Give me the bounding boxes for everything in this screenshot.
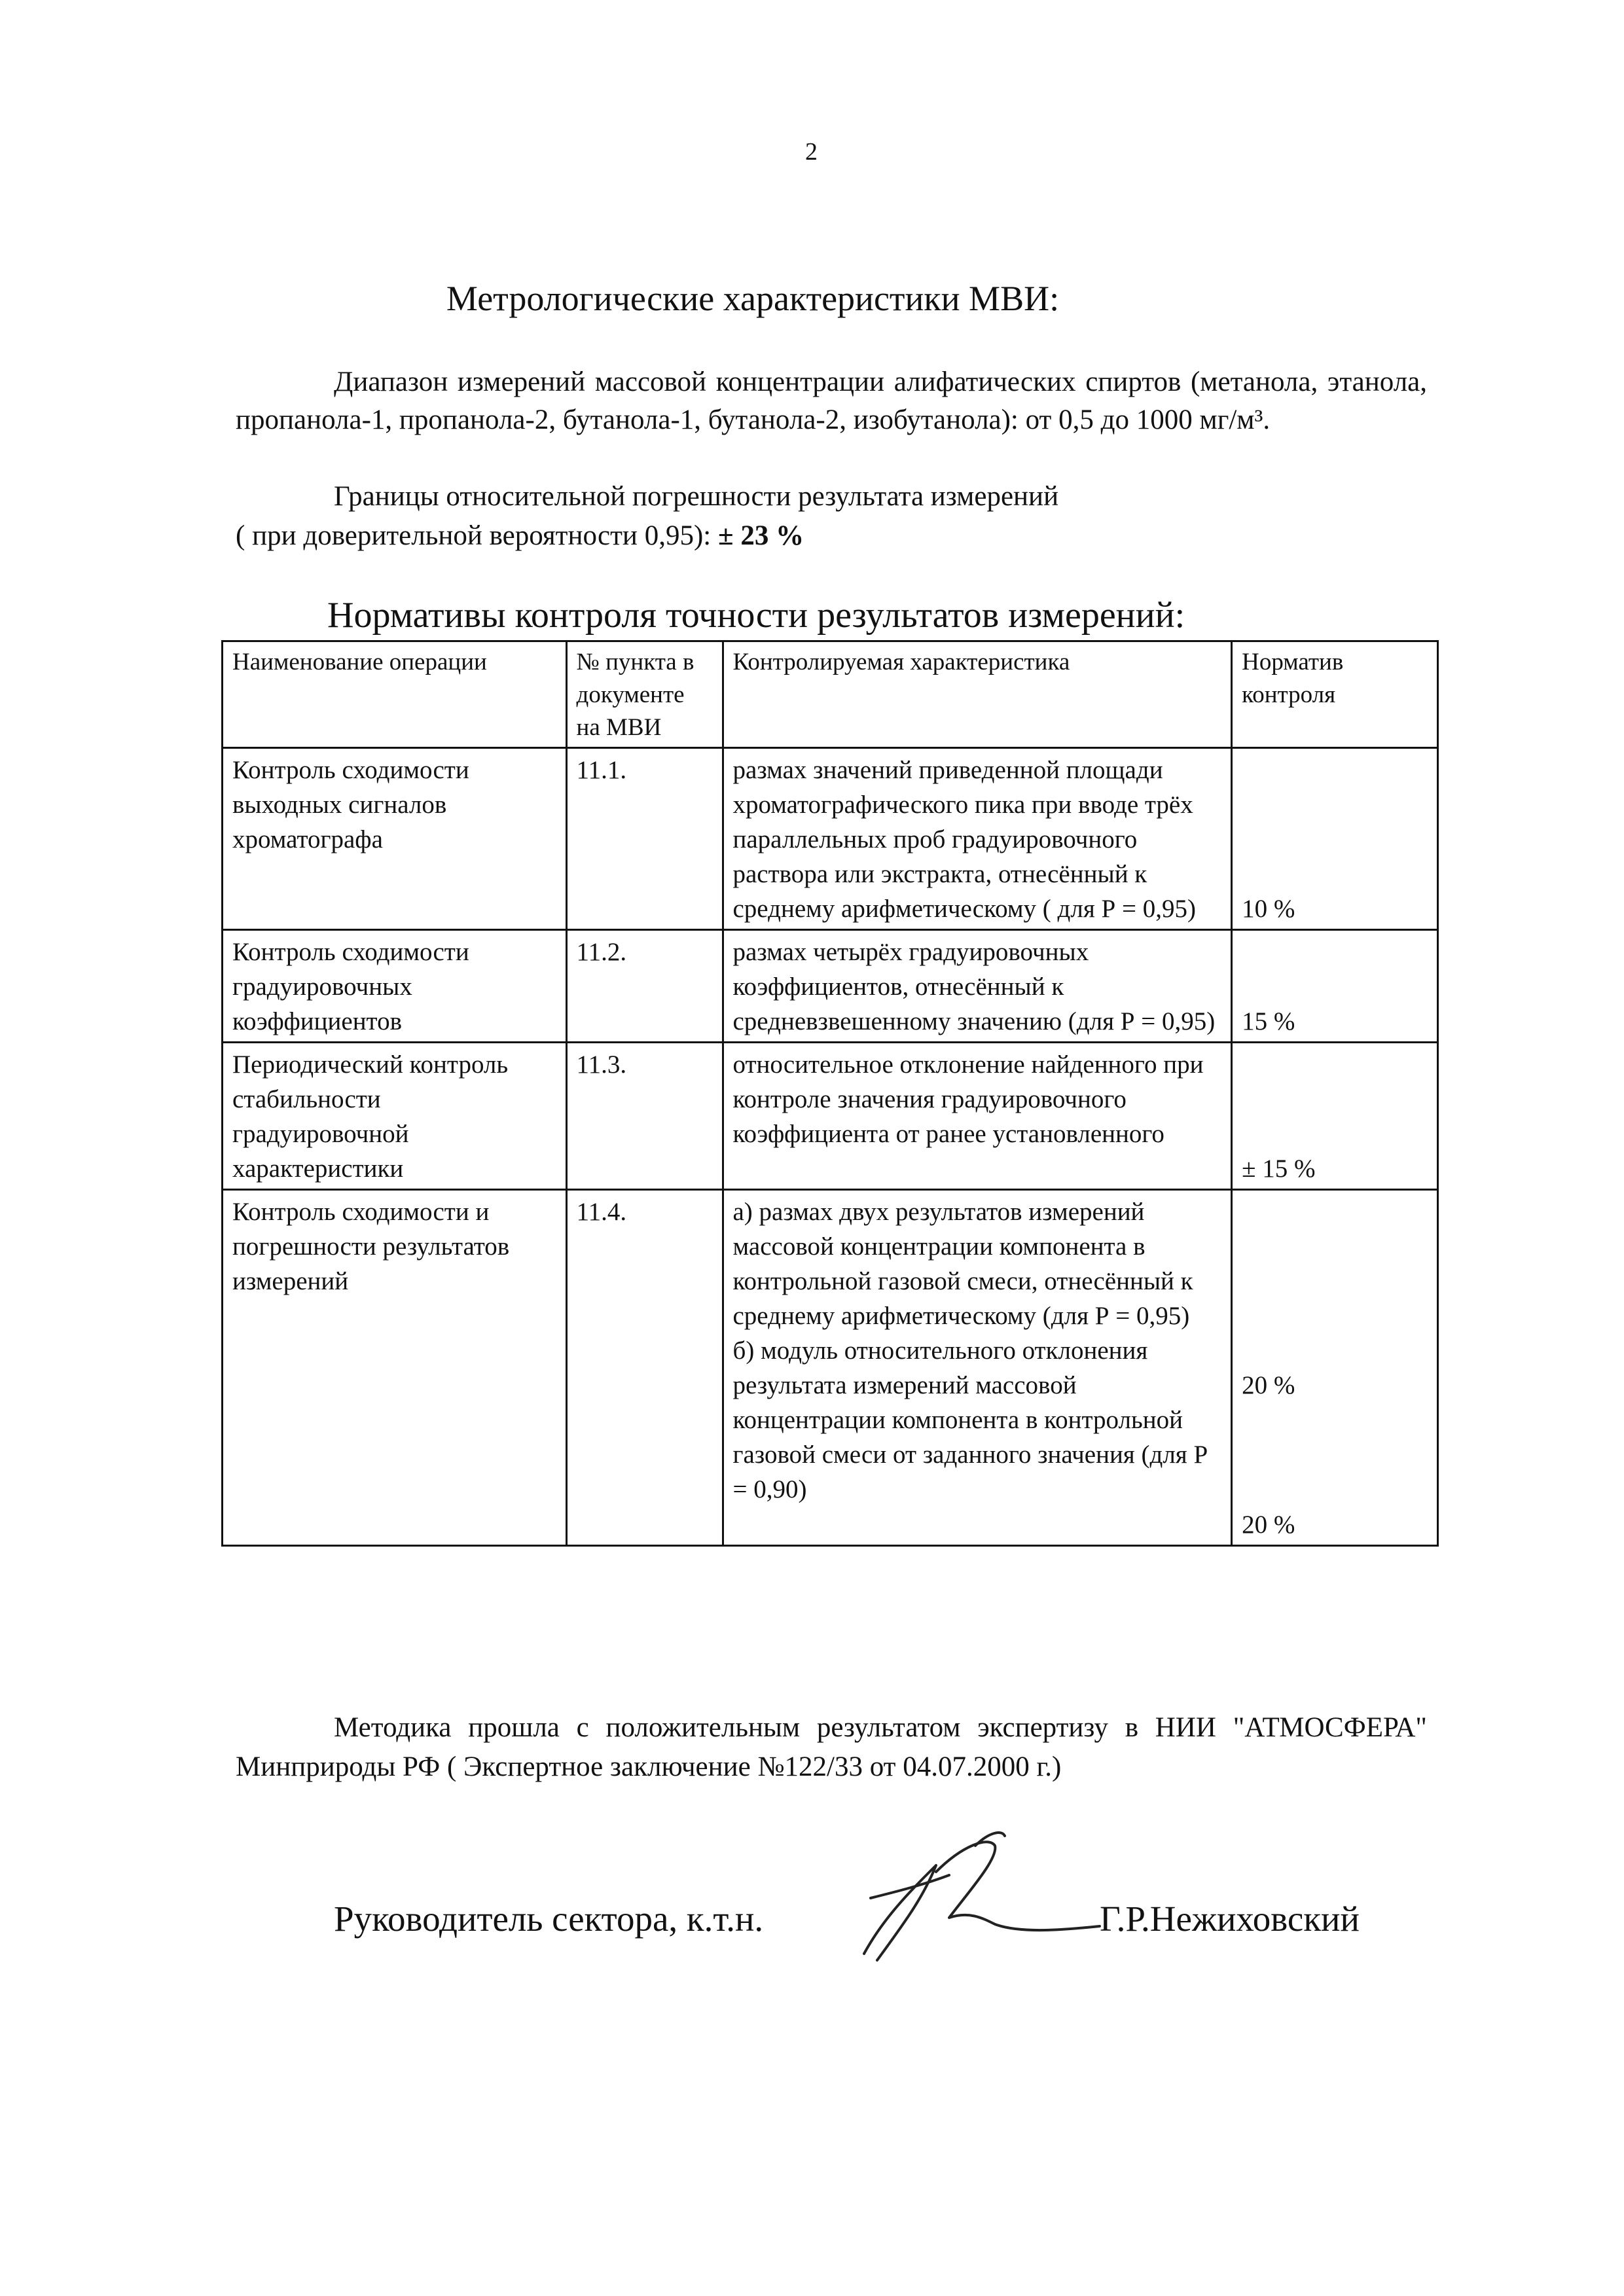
handwritten-signature: [838, 1820, 1126, 1970]
characteristic-a: а) размах двух результатов измерений массовой концентрации компонента в контрольной газовой смеси, отнесённый к среднему арифметическому (для Р = 0,95): [732, 1198, 1193, 1330]
table-row: [223, 1043, 1438, 1190]
signatory-name: Г.Р.Нежиховский: [1100, 1899, 1360, 1939]
cell-clause: 11.3.: [566, 1043, 723, 1190]
cell-norm: [1232, 1190, 1438, 1546]
characteristic-b: б) модуль относительного отклонения результата измерений массовой концентрации компонента в контрольной газовой смеси от заданного значения (для Р = 0,90): [732, 1336, 1208, 1503]
cell-characteristic: [723, 1190, 1232, 1546]
cell-norm: 15 %: [1232, 930, 1438, 1043]
norm-a: 20 %: [1242, 1371, 1295, 1399]
cell-operation: Контроль сходимости и погрешности результатов измерений: [223, 1190, 567, 1546]
table-row: [223, 930, 1438, 1043]
table-header-row: [223, 641, 1438, 748]
control-norms-table: [221, 640, 1439, 1547]
cell-norm: 10 %: [1232, 748, 1438, 930]
cell-clause: 11.2.: [566, 930, 723, 1043]
page-title: Метрологические характеристики МВИ:: [446, 279, 1060, 318]
error-bounds-condition: ( при доверительной вероятности 0,95):: [236, 520, 712, 551]
cell-operation: Контроль сходимости градуировочных коэффициентов: [223, 930, 567, 1043]
cell-characteristic: размах четырёх градуировочных коэффициентов, отнесённый к средневзвешенному значению (для Р = 0,95): [723, 930, 1232, 1043]
error-bounds-paragraph: Границы относительной погрешности результата измерений: [334, 481, 1059, 512]
error-bounds-value: ± 23 %: [717, 520, 804, 551]
cell-clause: 11.1.: [566, 748, 723, 930]
table-row: [223, 1190, 1438, 1546]
cell-clause: 11.4.: [566, 1190, 723, 1546]
cell-characteristic: размах значений приведенной площади хроматографического пика при вводе трёх параллельных проб градуировочного раствора или экстракта, отнесённый к среднему арифметическому ( для Р = 0,95): [723, 748, 1232, 930]
cell-operation: Периодический контроль стабильности градуировочной характеристики: [223, 1043, 567, 1190]
header-characteristic: Контролируемая характеристика: [723, 641, 1232, 748]
norm-b: 20 %: [1242, 1511, 1295, 1539]
cell-characteristic: относительное отклонение найденного при контроле значения градуировочного коэффициента от ранее установленного: [723, 1043, 1232, 1190]
header-operation: Наименование операции: [223, 641, 567, 748]
header-clause: № пункта в документе на МВИ: [566, 641, 723, 748]
cell-norm: ± 15 %: [1232, 1043, 1438, 1190]
cell-operation: Контроль сходимости выходных сигналов хроматографа: [223, 748, 567, 930]
header-norm: Норматив контроля: [1232, 641, 1438, 748]
table-row: [223, 748, 1438, 930]
page-number: 2: [805, 138, 818, 166]
section-title: Нормативы контроля точности результатов измерений:: [327, 595, 1185, 636]
expertise-note: Методика прошла с положительным результатом экспертизу в НИИ "АТМОСФЕРА" Минприроды РФ ( Экспертное заключение №122/33 от 04.07.2000 г.): [236, 1712, 1427, 1782]
signatory-role: Руководитель сектора, к.т.н.: [334, 1899, 764, 1939]
measurement-range-paragraph: Диапазон измерений массовой концентрации алифатических спиртов (метанола, этанола, пропанола-1, пропанола-2, бутанола-1, бутанола-2, изобутанола): от 0,5 до 1000 мг/м³.: [236, 367, 1427, 435]
error-bounds-line: [236, 517, 1427, 555]
